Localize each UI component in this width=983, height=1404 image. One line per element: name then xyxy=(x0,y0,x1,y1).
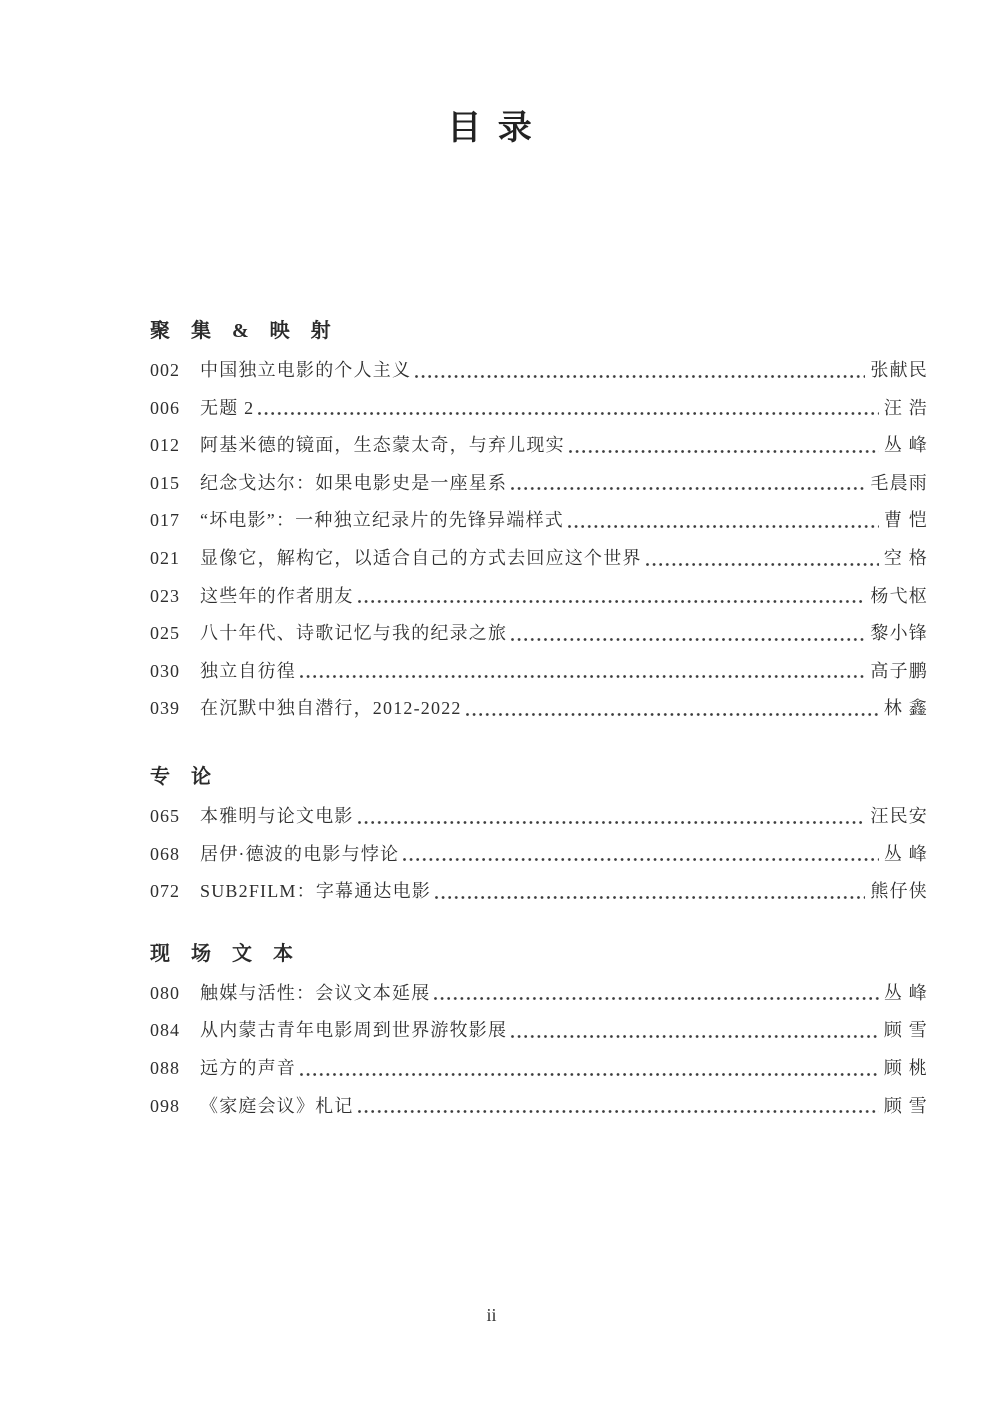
dot-leader xyxy=(358,600,866,603)
toc-entry-title: 八十年代、诗歌记忆与我的纪录之旅 xyxy=(200,623,508,644)
section-heading: 现 场 文 本 xyxy=(150,942,301,965)
dot-leader xyxy=(300,675,865,678)
toc-row xyxy=(150,502,928,540)
toc-row xyxy=(150,975,928,1013)
toc-author: 顾 桃 xyxy=(883,1057,928,1078)
table-of-contents xyxy=(150,318,928,1125)
page-number-folio: ii xyxy=(486,1305,497,1325)
dot-leader xyxy=(300,1073,879,1076)
section-rows xyxy=(150,352,928,728)
toc-author: 丛 峰 xyxy=(883,982,928,1003)
toc-page-number: 012 xyxy=(150,435,180,456)
toc-page-number: 088 xyxy=(150,1057,180,1078)
toc-row xyxy=(150,352,928,390)
toc-entry-title: 居伊·德波的电影与悖论 xyxy=(200,843,400,864)
toc-page-number: 023 xyxy=(150,585,180,606)
section-heading: 专 论 xyxy=(150,765,219,788)
toc-page-number: 098 xyxy=(150,1095,180,1116)
toc-author: 张献民 xyxy=(870,360,928,380)
toc-section-special-essays xyxy=(150,764,928,911)
toc-row xyxy=(150,653,928,691)
dot-leader xyxy=(569,450,879,453)
toc-author: 汪 浩 xyxy=(883,397,928,418)
section-heading: 聚 集 & 映 射 xyxy=(150,320,339,342)
page-title: 目 录 xyxy=(447,110,536,147)
toc-entry-title: 从内蒙古青年电影周到世界游牧影展 xyxy=(200,1020,508,1041)
dot-leader xyxy=(568,525,879,528)
toc-author: 熊仔侠 xyxy=(870,881,928,902)
toc-row xyxy=(150,836,928,874)
toc-entry-title: “坏电影”：一种独立纪录片的先锋异端样式 xyxy=(200,510,564,531)
toc-row xyxy=(150,873,928,911)
toc-page-number: 072 xyxy=(150,881,180,902)
toc-section-field-texts xyxy=(150,941,928,1125)
dot-leader xyxy=(466,713,879,716)
toc-author: 空 格 xyxy=(883,547,928,568)
toc-author: 顾 雪 xyxy=(883,1020,928,1041)
toc-entry-title: 无题 2 xyxy=(200,397,255,418)
toc-entry-title: 远方的声音 xyxy=(200,1057,296,1078)
dot-leader xyxy=(415,375,865,378)
dot-leader xyxy=(511,638,865,641)
toc-page-number: 017 xyxy=(150,510,180,531)
section-rows xyxy=(150,798,928,911)
toc-page-number: 015 xyxy=(150,472,180,493)
toc-page-number: 080 xyxy=(150,982,180,1003)
toc-author: 丛 峰 xyxy=(883,435,928,456)
toc-entry-title: 中国独立电影的个人主义 xyxy=(200,360,412,380)
toc-entry-title: 独立自彷徨 xyxy=(200,660,296,681)
toc-row xyxy=(150,615,928,653)
dot-leader xyxy=(511,487,865,490)
toc-row xyxy=(150,1012,928,1050)
toc-page-number: 068 xyxy=(150,843,180,864)
toc-author: 毛晨雨 xyxy=(870,472,928,493)
dot-leader xyxy=(258,412,879,415)
toc-author: 杨弋枢 xyxy=(870,585,928,606)
section-rows xyxy=(150,975,928,1125)
dot-leader xyxy=(403,858,879,861)
dot-leader xyxy=(646,563,879,566)
toc-author: 丛 峰 xyxy=(883,843,928,864)
toc-entry-title: 在沉默中独自潜行，2012-2022 xyxy=(200,698,462,719)
toc-section-gathering-mapping xyxy=(150,318,928,728)
toc-row xyxy=(150,427,928,465)
toc-author: 高子鹏 xyxy=(870,660,928,681)
dot-leader xyxy=(511,1035,879,1038)
toc-page-number: 025 xyxy=(150,623,180,644)
toc-row xyxy=(150,690,928,728)
toc-entry-title: 《家庭会议》札记 xyxy=(200,1095,354,1116)
toc-entry-title: SUB2FILM：字幕通达电影 xyxy=(200,881,432,902)
dot-leader xyxy=(435,896,865,899)
toc-page-number: 006 xyxy=(150,397,180,418)
toc-row xyxy=(150,578,928,616)
toc-page-number: 065 xyxy=(150,805,180,826)
dot-leader xyxy=(358,1110,879,1113)
dot-leader xyxy=(358,821,866,824)
toc-entry-title: 这些年的作者朋友 xyxy=(200,585,354,606)
toc-author: 林 鑫 xyxy=(883,698,928,719)
toc-row xyxy=(150,1050,928,1088)
toc-entry-title: 纪念戈达尔：如果电影史是一座星系 xyxy=(200,472,508,493)
toc-row xyxy=(150,390,928,428)
toc-entry-title: 触媒与活性：会议文本延展 xyxy=(200,982,431,1003)
toc-row xyxy=(150,798,928,836)
toc-author: 黎小锋 xyxy=(870,623,928,644)
toc-author: 顾 雪 xyxy=(883,1095,928,1116)
toc-entry-title: 阿基米德的镜面，生态蒙太奇，与弃儿现实 xyxy=(200,435,565,456)
toc-row xyxy=(150,1088,928,1126)
dot-leader xyxy=(434,997,878,1000)
toc-page-number: 084 xyxy=(150,1020,180,1041)
toc-entry-title: 本雅明与论文电影 xyxy=(200,805,354,826)
toc-row xyxy=(150,540,928,578)
toc-page-number: 030 xyxy=(150,660,180,681)
toc-page-number: 021 xyxy=(150,547,180,568)
toc-page-number: 002 xyxy=(150,360,180,380)
toc-entry-title: 显像它，解构它，以适合自己的方式去回应这个世界 xyxy=(200,547,642,568)
toc-page-number: 039 xyxy=(150,698,180,719)
toc-author: 汪民安 xyxy=(870,805,928,826)
toc-row xyxy=(150,465,928,503)
toc-author: 曹 恺 xyxy=(883,510,928,531)
